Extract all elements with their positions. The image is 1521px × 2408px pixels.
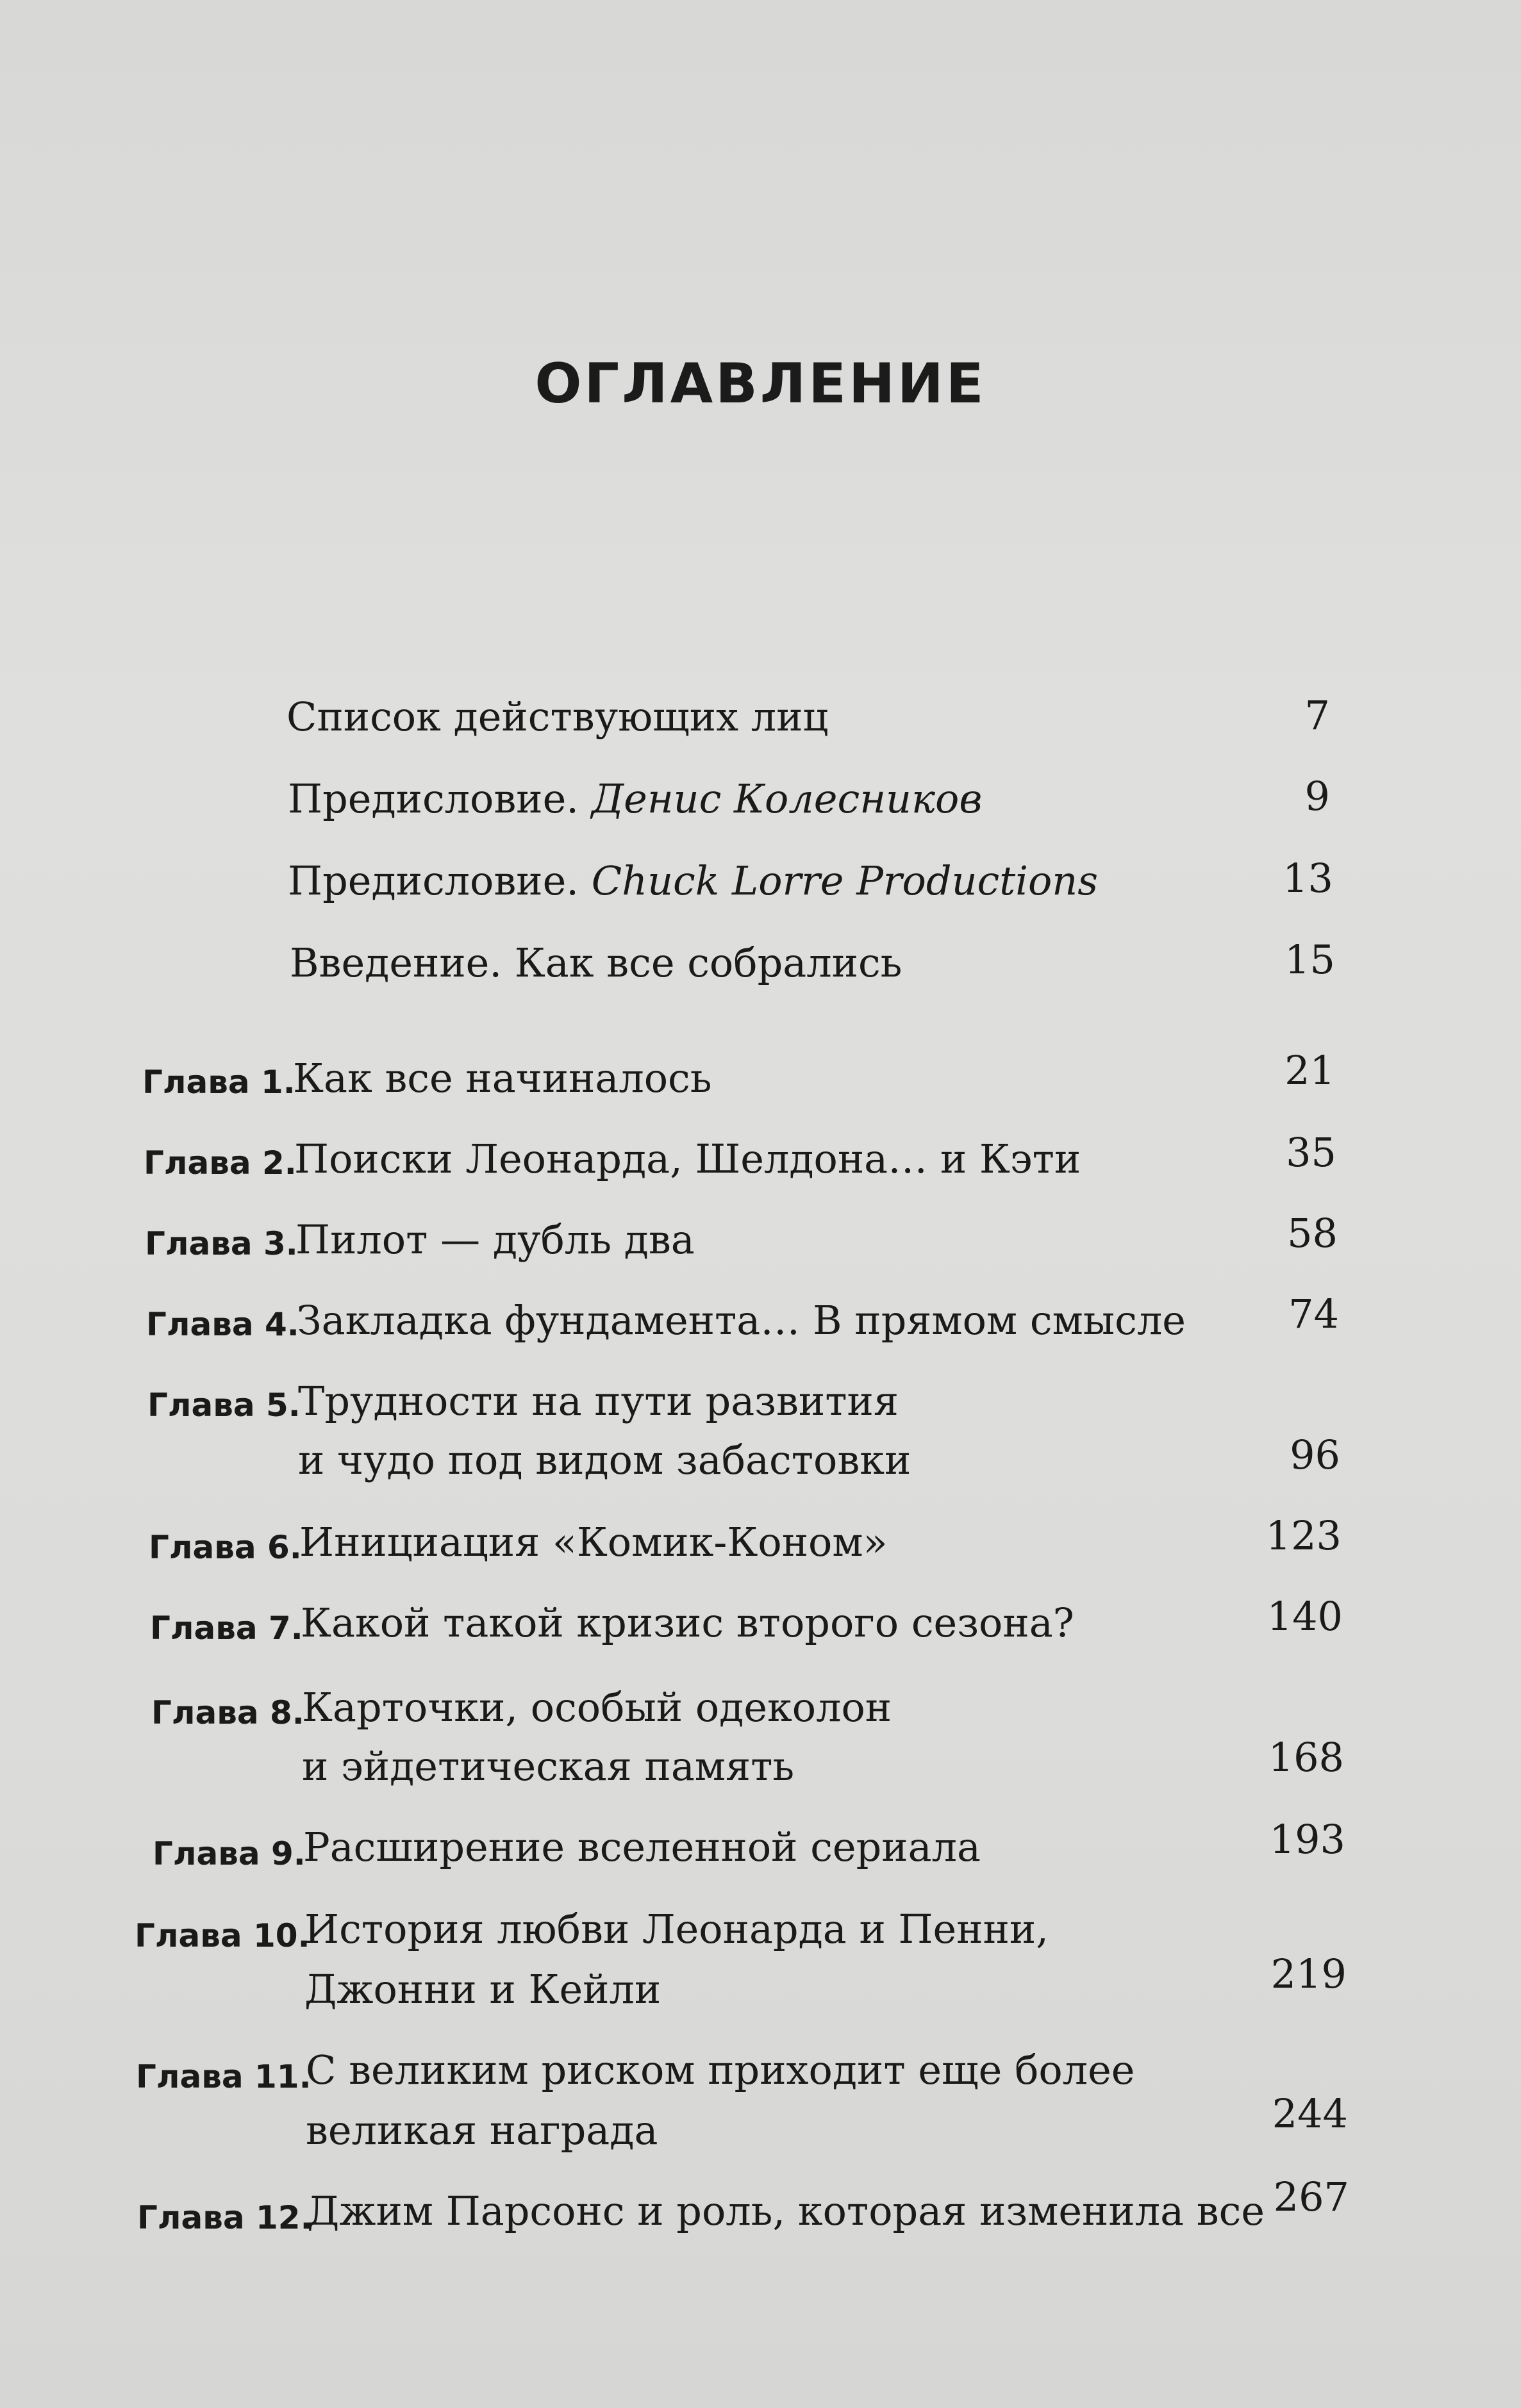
chapter-page: 267	[1273, 2173, 1349, 2220]
chapter-title: Как все начиналось	[293, 1055, 712, 1101]
chapter-title: Какой такой кризис второго сезона?	[301, 1599, 1074, 1646]
chapter-page: 219	[1270, 1950, 1347, 1997]
front-matter-page: 15	[1284, 936, 1335, 983]
chapter-label: Глава 12.	[137, 2199, 313, 2236]
chapter-label: Глава 7.	[150, 1610, 303, 1647]
chapter-title-continued: великая награда	[306, 2107, 658, 2154]
chapter-label: Глава 2.	[144, 1144, 297, 1182]
chapter-title: Пилот — дубль два	[295, 1216, 695, 1263]
front-matter-title: Введение. Как все собрались	[290, 939, 902, 986]
chapter-title: С великим риском приходит еще более	[306, 2047, 1135, 2093]
chapter-title: Расширение вселенной сериала	[303, 1824, 981, 1870]
chapter-page: 168	[1268, 1734, 1344, 1781]
chapter-page: 244	[1272, 2090, 1348, 2137]
chapter-title: Трудности на пути развития	[298, 1378, 899, 1424]
chapter-title: История любви Леонарда и Пенни,	[304, 1906, 1049, 1952]
chapter-title-continued: и чудо под видом забастовки	[298, 1437, 911, 1483]
front-matter-page: 9	[1304, 773, 1330, 820]
chapter-label: Глава 9.	[153, 1835, 306, 1872]
chapter-label: Глава 6.	[149, 1529, 302, 1566]
chapter-label: Глава 1.	[142, 1064, 295, 1101]
chapter-label: Глава 4.	[146, 1306, 299, 1343]
front-matter-page: 13	[1283, 855, 1333, 902]
chapter-page: 35	[1286, 1129, 1336, 1176]
chapter-label: Глава 11.	[136, 2058, 312, 2095]
chapter-label: Глава 10.	[135, 1917, 310, 1954]
chapter-title: Закладка фундамента… В прямом смысле	[297, 1297, 1186, 1344]
chapter-title: Инициация «Комик-Коном»	[299, 1519, 888, 1565]
chapter-page: 96	[1290, 1431, 1340, 1478]
chapter-label: Глава 5.	[147, 1387, 301, 1424]
toc-heading: ОГЛАВЛЕНИЕ	[535, 352, 986, 416]
chapter-page: 74	[1288, 1291, 1339, 1337]
front-matter-title: Предисловие. Chuck Lorre Productions	[288, 857, 1099, 904]
chapter-title: Поиски Леонарда, Шелдона… и Кэти	[294, 1135, 1081, 1182]
front-matter-title: Предисловие. Денис Колесников	[288, 775, 983, 822]
chapter-title-continued: и эйдетическая память	[302, 1743, 795, 1790]
chapter-title-continued: Джонни и Кейли	[304, 1966, 661, 2013]
chapter-title: Карточки, особый одеколон	[302, 1684, 892, 1731]
chapter-label: Глава 8.	[151, 1694, 304, 1731]
front-matter-title: Список действующих лиц	[287, 693, 829, 740]
chapter-page: 58	[1287, 1210, 1338, 1257]
front-matter-page: 7	[1304, 692, 1330, 739]
chapter-page: 123	[1265, 1512, 1342, 1559]
chapter-label: Глава 3.	[145, 1225, 298, 1262]
chapter-page: 21	[1284, 1047, 1335, 1094]
chapter-title: Джим Парсонс и роль, которая изменила все	[307, 2188, 1265, 2234]
chapter-page: 193	[1269, 1816, 1345, 1863]
chapter-page: 140	[1267, 1593, 1343, 1640]
